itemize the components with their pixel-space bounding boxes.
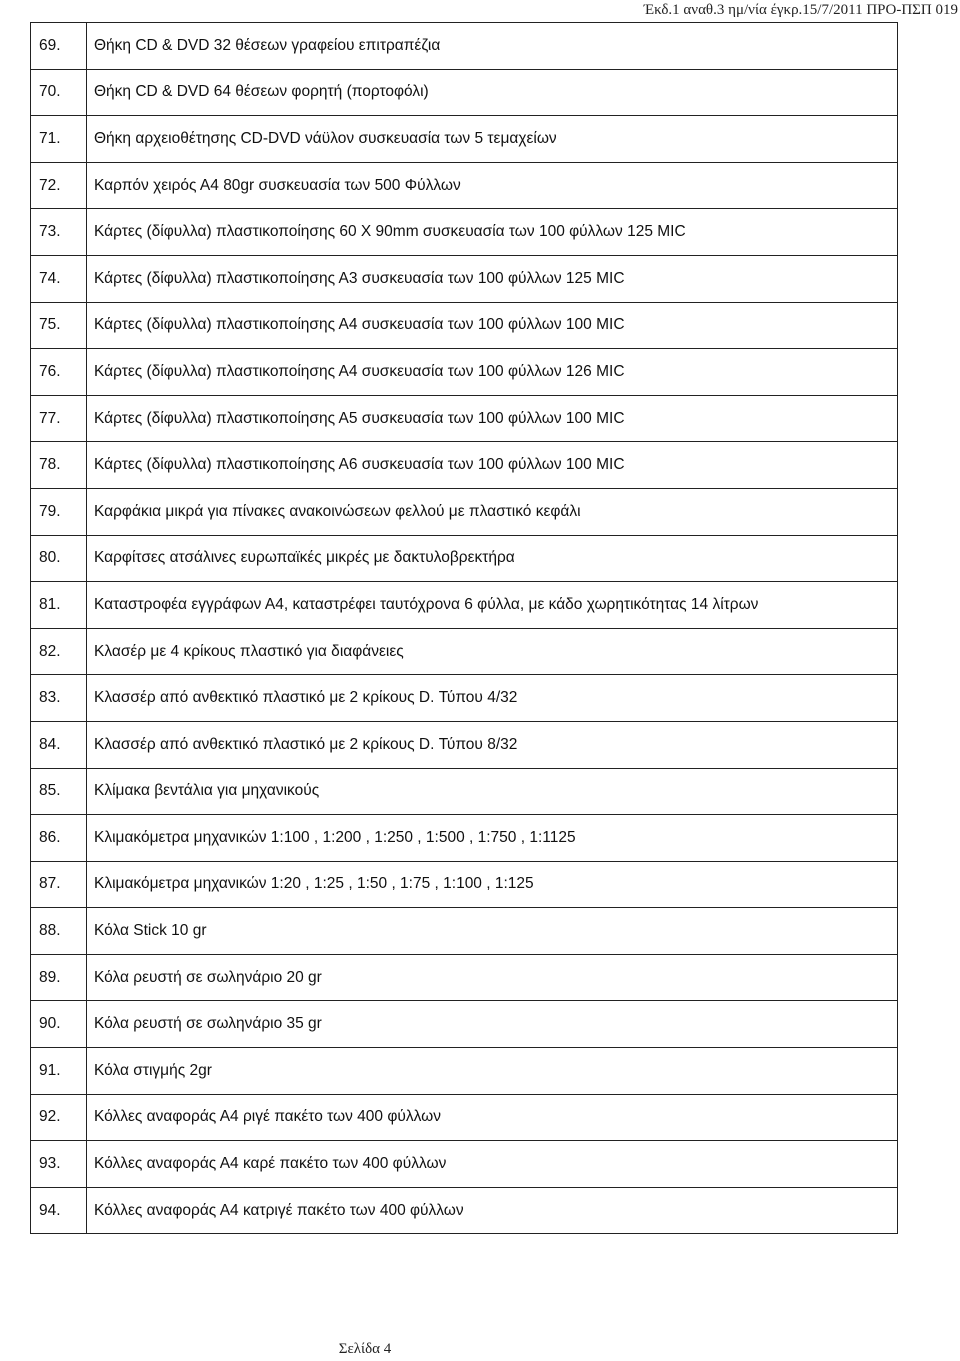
- item-number: 88.: [31, 908, 87, 955]
- table-row: [31, 1094, 898, 1141]
- item-number: 86.: [31, 815, 87, 862]
- table-row: [31, 1048, 898, 1095]
- item-description: Κόλλες αναφοράς Α4 καρέ πακέτο των 400 φύλλων: [87, 1141, 898, 1188]
- table-row: [31, 954, 898, 1001]
- items-table-body: [31, 23, 898, 1234]
- item-number: 72.: [31, 162, 87, 209]
- table-row: [31, 116, 898, 163]
- item-description: Κλιμακόμετρα μηχανικών 1:100 , 1:200 , 1:250 , 1:500 , 1:750 , 1:1125: [87, 815, 898, 862]
- item-number: 84.: [31, 721, 87, 768]
- table-row: [31, 162, 898, 209]
- item-description: Κλιμακόμετρα μηχανικών 1:20 , 1:25 , 1:50 , 1:75 , 1:100 , 1:125: [87, 861, 898, 908]
- table-row: [31, 1141, 898, 1188]
- item-description: Κάρτες (δίφυλλα) πλαστικοποίησης 60 Χ 90mm συσκευασία των 100 φύλλων 125 MIC: [87, 209, 898, 256]
- table-row: [31, 69, 898, 116]
- item-description: Κόλλες αναφοράς Α4 ριγέ πακέτο των 400 φύλλων: [87, 1094, 898, 1141]
- item-description: Κλίμακα βεντάλια για μηχανικούς: [87, 768, 898, 815]
- item-description: Κλασσέρ από ανθεκτικό πλαστικό με 2 κρίκους D. Τύπου 4/32: [87, 675, 898, 722]
- item-number: 77.: [31, 395, 87, 442]
- table-row: [31, 255, 898, 302]
- item-description: Καρφάκια μικρά για πίνακες ανακοινώσεων φελλού με πλαστικό κεφάλι: [87, 488, 898, 535]
- item-description: Κόλα ρευστή σε σωληνάριο 20 gr: [87, 954, 898, 1001]
- item-number: 79.: [31, 488, 87, 535]
- table-row: [31, 908, 898, 955]
- item-number: 75.: [31, 302, 87, 349]
- table-row: [31, 488, 898, 535]
- item-number: 73.: [31, 209, 87, 256]
- item-number: 71.: [31, 116, 87, 163]
- item-number: 69.: [31, 23, 87, 70]
- item-number: 93.: [31, 1141, 87, 1188]
- item-number: 90.: [31, 1001, 87, 1048]
- item-description: Κάρτες (δίφυλλα) πλαστικοποίησης Α4 συσκευασία των 100 φύλλων 126 MIC: [87, 349, 898, 396]
- document-reference: Έκδ.1 αναθ.3 ημ/νία έγκρ.15/7/2011 ΠΡΟ-ΠΣΠ 019: [643, 2, 958, 18]
- table-row: [31, 442, 898, 489]
- item-description: Κόλλες αναφοράς Α4 κατριγέ πακέτο των 400 φύλλων: [87, 1187, 898, 1234]
- item-description: Κόλα Stick 10 gr: [87, 908, 898, 955]
- table-row: [31, 395, 898, 442]
- item-number: 82.: [31, 628, 87, 675]
- item-description: Κάρτες (δίφυλλα) πλαστικοποίησης Α5 συσκευασία των 100 φύλλων 100 MIC: [87, 395, 898, 442]
- item-description: Θήκη CD & DVD 64 θέσεων φορητή (πορτοφόλι): [87, 69, 898, 116]
- table-row: [31, 1187, 898, 1234]
- item-number: 78.: [31, 442, 87, 489]
- item-description: Κλασσέρ από ανθεκτικό πλαστικό με 2 κρίκους D. Τύπου 8/32: [87, 721, 898, 768]
- table-row: [31, 302, 898, 349]
- item-number: 89.: [31, 954, 87, 1001]
- table-row: [31, 861, 898, 908]
- item-description: Θήκη CD & DVD 32 θέσεων γραφείου επιτραπέζια: [87, 23, 898, 70]
- table-row: [31, 23, 898, 70]
- items-table: [30, 22, 898, 1234]
- item-description: Κόλα ρευστή σε σωληνάριο 35 gr: [87, 1001, 898, 1048]
- item-number: 91.: [31, 1048, 87, 1095]
- item-description: Κάρτες (δίφυλλα) πλαστικοποίησης Α3 συσκευασία των 100 φύλλων 125 MIC: [87, 255, 898, 302]
- table-row: [31, 349, 898, 396]
- item-number: 94.: [31, 1187, 87, 1234]
- table-row: [31, 675, 898, 722]
- page-number: Σελίδα 4: [338, 1341, 392, 1357]
- item-description: Καρφίτσες ατσάλινες ευρωπαϊκές μικρές με δακτυλοβρεκτήρα: [87, 535, 898, 582]
- table-row: [31, 721, 898, 768]
- item-description: Καρπόν χειρός Α4 80gr συσκευασία των 500 Φύλλων: [87, 162, 898, 209]
- item-description: Κόλα στιγμής 2gr: [87, 1048, 898, 1095]
- table-row: [31, 768, 898, 815]
- item-number: 87.: [31, 861, 87, 908]
- item-number: 74.: [31, 255, 87, 302]
- item-description: Κάρτες (δίφυλλα) πλαστικοποίησης Α4 συσκευασία των 100 φύλλων 100 MIC: [87, 302, 898, 349]
- item-number: 92.: [31, 1094, 87, 1141]
- item-number: 83.: [31, 675, 87, 722]
- table-row: [31, 209, 898, 256]
- item-description: Κλασέρ με 4 κρίκους πλαστικό για διαφάνειες: [87, 628, 898, 675]
- table-row: [31, 535, 898, 582]
- item-description: Καταστροφέα εγγράφων Α4, καταστρέφει ταυτόχρονα 6 φύλλα, με κάδο χωρητικότητας 14 λίτρων: [87, 582, 898, 629]
- item-number: 85.: [31, 768, 87, 815]
- item-description: Κάρτες (δίφυλλα) πλαστικοποίησης Α6 συσκευασία των 100 φύλλων 100 MIC: [87, 442, 898, 489]
- item-number: 70.: [31, 69, 87, 116]
- table-row: [31, 582, 898, 629]
- table-row: [31, 815, 898, 862]
- item-number: 76.: [31, 349, 87, 396]
- table-row: [31, 628, 898, 675]
- item-description: Θήκη αρχειοθέτησης CD-DVD νάϋλον συσκευασία των 5 τεμαχείων: [87, 116, 898, 163]
- item-number: 80.: [31, 535, 87, 582]
- item-number: 81.: [31, 582, 87, 629]
- table-row: [31, 1001, 898, 1048]
